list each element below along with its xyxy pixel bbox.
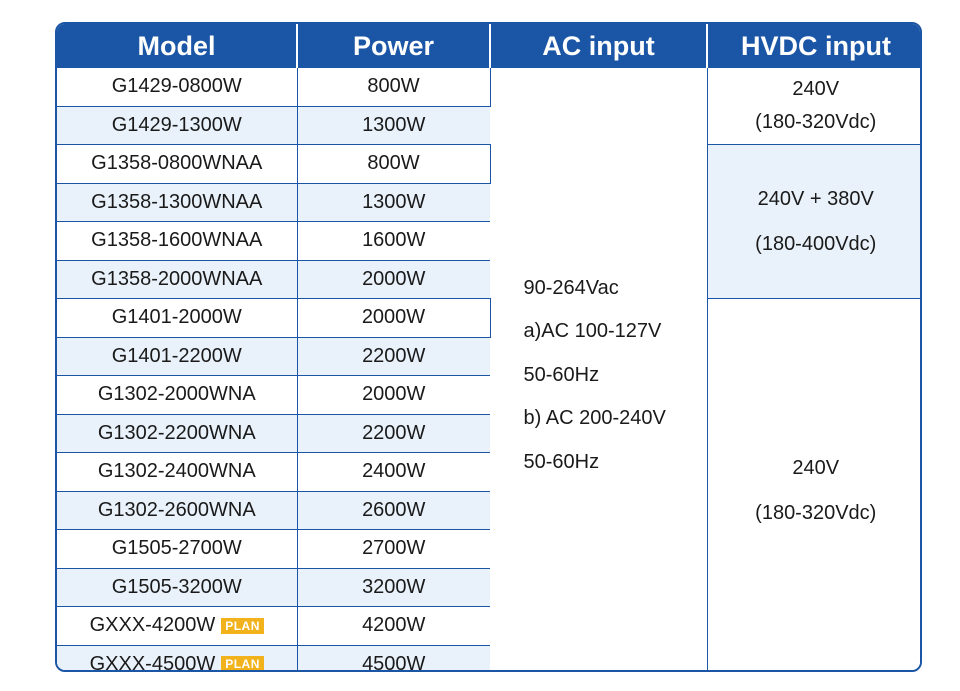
header-model: Model <box>57 24 297 68</box>
power-cell: 2000W <box>297 260 490 299</box>
model-cell: G1505-3200W <box>57 568 297 607</box>
plan-badge: PLAN <box>221 656 264 672</box>
table-row <box>57 145 922 184</box>
model-cell: G1401-2000W <box>57 299 297 338</box>
power-cell: 2200W <box>297 337 490 376</box>
ac-input-line: 90-264Vac <box>523 276 619 299</box>
power-cell: 2200W <box>297 414 490 453</box>
power-cell: 2700W <box>297 530 490 569</box>
spec-table-frame <box>55 22 922 672</box>
header-power: Power <box>297 24 490 68</box>
hvdc-range: (180-320Vdc) <box>755 502 877 524</box>
power-cell: 800W <box>297 145 490 184</box>
power-cell: 3200W <box>297 568 490 607</box>
hvdc-voltage: 240V + 380V <box>757 187 874 210</box>
power-cell: 2000W <box>297 299 490 338</box>
plan-badge: PLAN <box>221 618 264 634</box>
header-hvdc-input: HVDC input <box>707 24 922 68</box>
table-row <box>57 68 922 106</box>
hvdc-range: (180-320Vdc) <box>755 111 877 133</box>
ac-input-line: b) AC 200-240V <box>523 407 666 429</box>
power-cell: 2600W <box>297 491 490 530</box>
hvdc-range: (180-400Vdc) <box>755 232 877 255</box>
hvdc-voltage: 240V <box>792 457 840 479</box>
ac-input-line: 50-60Hz <box>523 450 600 473</box>
header-ac-input: AC input <box>490 24 707 68</box>
power-cell: 1600W <box>297 222 490 261</box>
power-cell: 1300W <box>297 106 490 145</box>
spec-table <box>57 24 922 672</box>
power-cell: 4500W <box>297 645 490 672</box>
model-cell: G1429-1300W <box>57 106 297 145</box>
power-cell: 800W <box>297 68 490 106</box>
model-cell: G1302-2400WNA <box>57 453 297 492</box>
model-name: GXXX-4500W <box>89 652 216 672</box>
model-cell: G1358-1300WNAA <box>57 183 297 222</box>
model-cell: G1302-2000WNA <box>57 376 297 415</box>
hvdc-input-cell <box>707 145 922 299</box>
model-cell: G1302-2600WNA <box>57 491 297 530</box>
ac-input-line: a)AC 100-127V <box>523 320 662 342</box>
header-row <box>57 24 922 68</box>
model-cell: G1401-2200W <box>57 337 297 376</box>
power-cell: 2000W <box>297 376 490 415</box>
ac-input-cell <box>490 68 707 672</box>
hvdc-input-cell <box>707 68 922 145</box>
power-cell: 2400W <box>297 453 490 492</box>
model-cell <box>57 645 297 672</box>
model-cell: G1358-2000WNAA <box>57 260 297 299</box>
model-cell: G1358-0800WNAA <box>57 145 297 184</box>
model-cell: G1302-2200WNA <box>57 414 297 453</box>
hvdc-voltage: 240V <box>792 78 840 100</box>
model-cell <box>57 607 297 646</box>
hvdc-input-cell <box>707 299 922 673</box>
model-cell: G1358-1600WNAA <box>57 222 297 261</box>
model-cell: G1505-2700W <box>57 530 297 569</box>
power-cell: 4200W <box>297 607 490 646</box>
power-cell: 1300W <box>297 183 490 222</box>
ac-input-line: 50-60Hz <box>523 363 600 386</box>
model-name: GXXX-4200W <box>89 614 216 637</box>
table-row <box>57 299 922 338</box>
model-cell: G1429-0800W <box>57 68 297 106</box>
